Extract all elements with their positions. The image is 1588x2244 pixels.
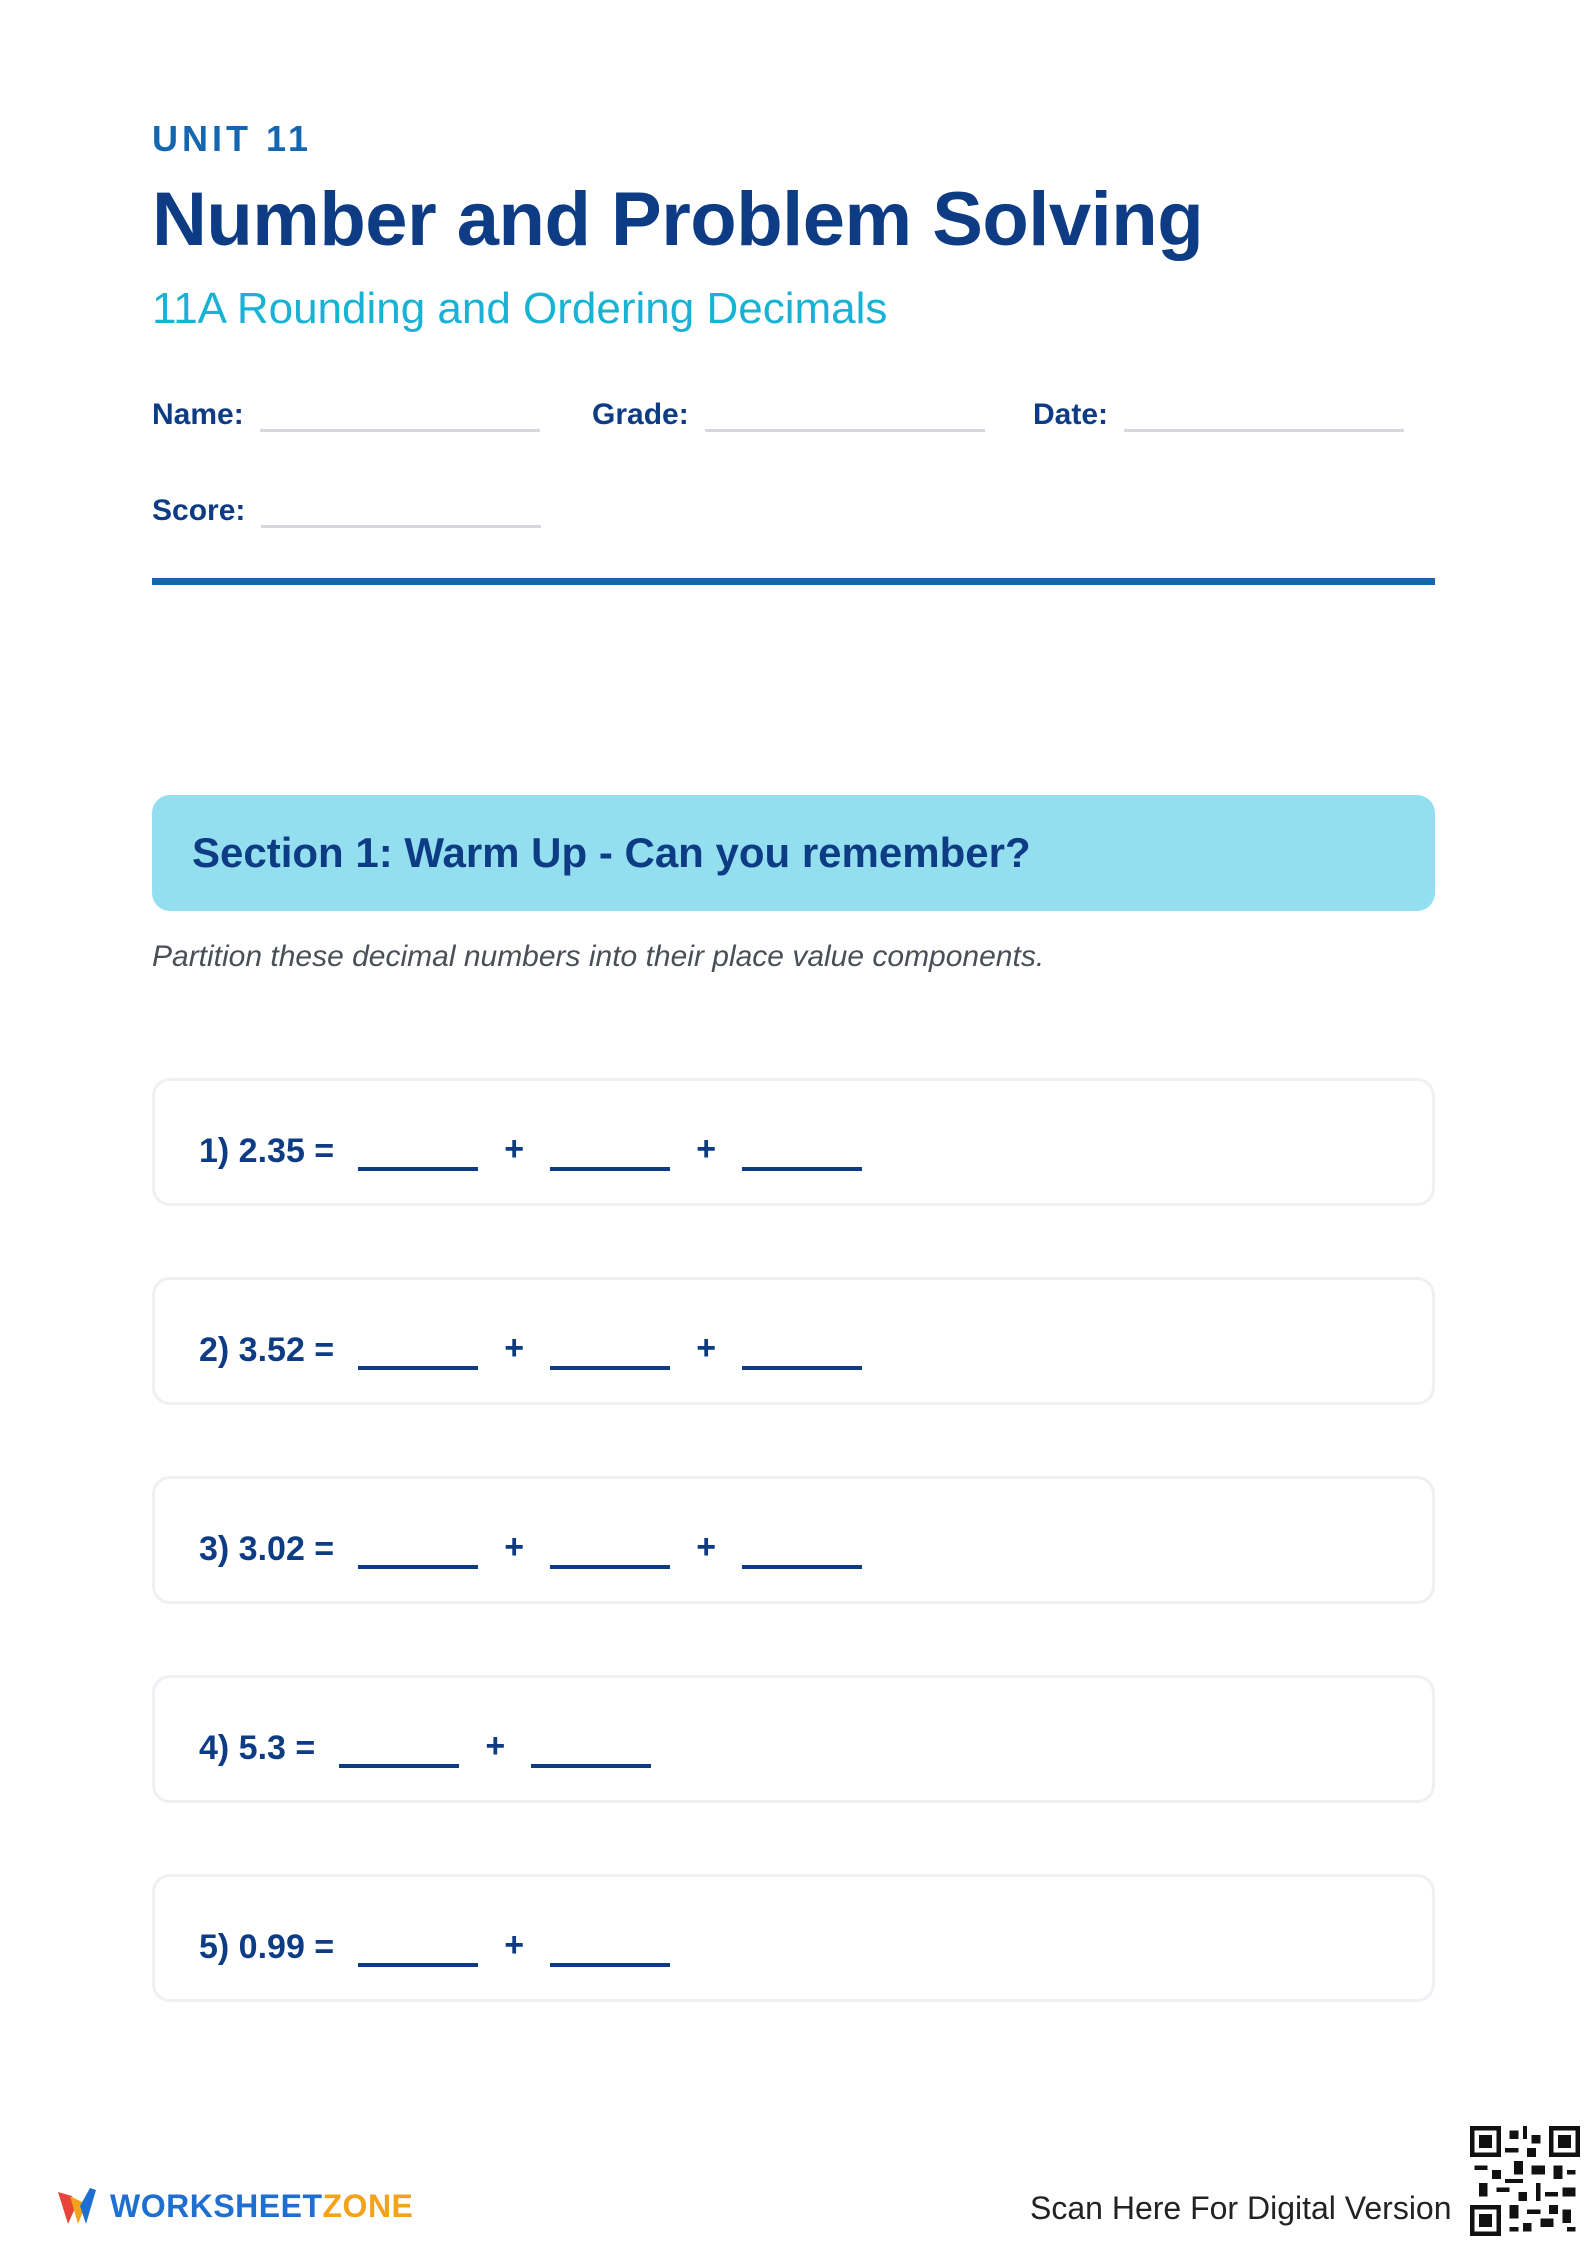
plus-sign: + xyxy=(504,1329,525,1367)
score-label: Score: xyxy=(152,494,246,527)
answer-blank[interactable] xyxy=(531,1764,651,1768)
answer-blank[interactable] xyxy=(358,1565,478,1569)
name-input-line[interactable] xyxy=(260,429,540,432)
question-item xyxy=(152,1476,1435,1604)
page-title: Number and Problem Solving xyxy=(152,177,1204,262)
plus-sign: + xyxy=(696,1329,717,1367)
plus-sign: + xyxy=(504,1926,525,1964)
answer-blank[interactable] xyxy=(550,1565,670,1569)
date-label: Date: xyxy=(1033,398,1109,431)
answer-blank[interactable] xyxy=(550,1167,670,1171)
question-row xyxy=(199,1718,651,1768)
date-field xyxy=(1033,398,1404,432)
brand-name-part1: WORKSHEET xyxy=(110,2187,323,2224)
answer-blank[interactable] xyxy=(742,1366,862,1370)
question-label: 4) 5.3 = xyxy=(199,1729,316,1767)
answer-blank[interactable] xyxy=(339,1764,459,1768)
name-label: Name: xyxy=(152,398,244,431)
instruction-text: Partition these decimal numbers into their place value components. xyxy=(152,940,1045,973)
scan-instruction: Scan Here For Digital Version xyxy=(1030,2190,1452,2226)
plus-sign: + xyxy=(504,1130,525,1168)
plus-sign: + xyxy=(696,1130,717,1168)
answer-blank[interactable] xyxy=(550,1963,670,1967)
header-divider xyxy=(152,578,1435,585)
score-input-line[interactable] xyxy=(261,525,541,528)
section-heading: Section 1: Warm Up - Can you remember? xyxy=(192,829,1031,876)
question-row xyxy=(199,1519,862,1569)
grade-label: Grade: xyxy=(592,398,689,431)
worksheetzone-logo-icon xyxy=(56,2180,96,2232)
question-row xyxy=(199,1320,862,1370)
plus-sign: + xyxy=(504,1528,525,1566)
question-row xyxy=(199,1121,862,1171)
date-input-line[interactable] xyxy=(1124,429,1404,432)
unit-label: UNIT 11 xyxy=(152,118,313,159)
section-heading-banner xyxy=(152,795,1435,911)
answer-blank[interactable] xyxy=(742,1167,862,1171)
question-item xyxy=(152,1675,1435,1803)
question-row xyxy=(199,1917,670,1967)
answer-blank[interactable] xyxy=(550,1366,670,1370)
question-label: 3) 3.02 = xyxy=(199,1530,335,1568)
grade-input-line[interactable] xyxy=(705,429,985,432)
answer-blank[interactable] xyxy=(358,1963,478,1967)
question-item xyxy=(152,1078,1435,1206)
question-label: 5) 0.99 = xyxy=(199,1928,335,1966)
grade-field xyxy=(592,398,985,432)
question-label: 1) 2.35 = xyxy=(199,1132,335,1170)
qr-code-icon[interactable] xyxy=(1470,2126,1580,2236)
question-label: 2) 3.52 = xyxy=(199,1331,335,1369)
answer-blank[interactable] xyxy=(742,1565,862,1569)
page-subtitle: 11A Rounding and Ordering Decimals xyxy=(152,284,888,333)
plus-sign: + xyxy=(696,1528,717,1566)
name-field xyxy=(152,398,540,432)
score-field xyxy=(152,494,541,528)
question-item xyxy=(152,1874,1435,2002)
brand-logo xyxy=(56,2180,413,2232)
answer-blank[interactable] xyxy=(358,1167,478,1171)
plus-sign: + xyxy=(485,1727,506,1765)
question-item xyxy=(152,1277,1435,1405)
answer-blank[interactable] xyxy=(358,1366,478,1370)
brand-name xyxy=(110,2188,413,2225)
brand-name-part2: ZONE xyxy=(322,2187,414,2224)
